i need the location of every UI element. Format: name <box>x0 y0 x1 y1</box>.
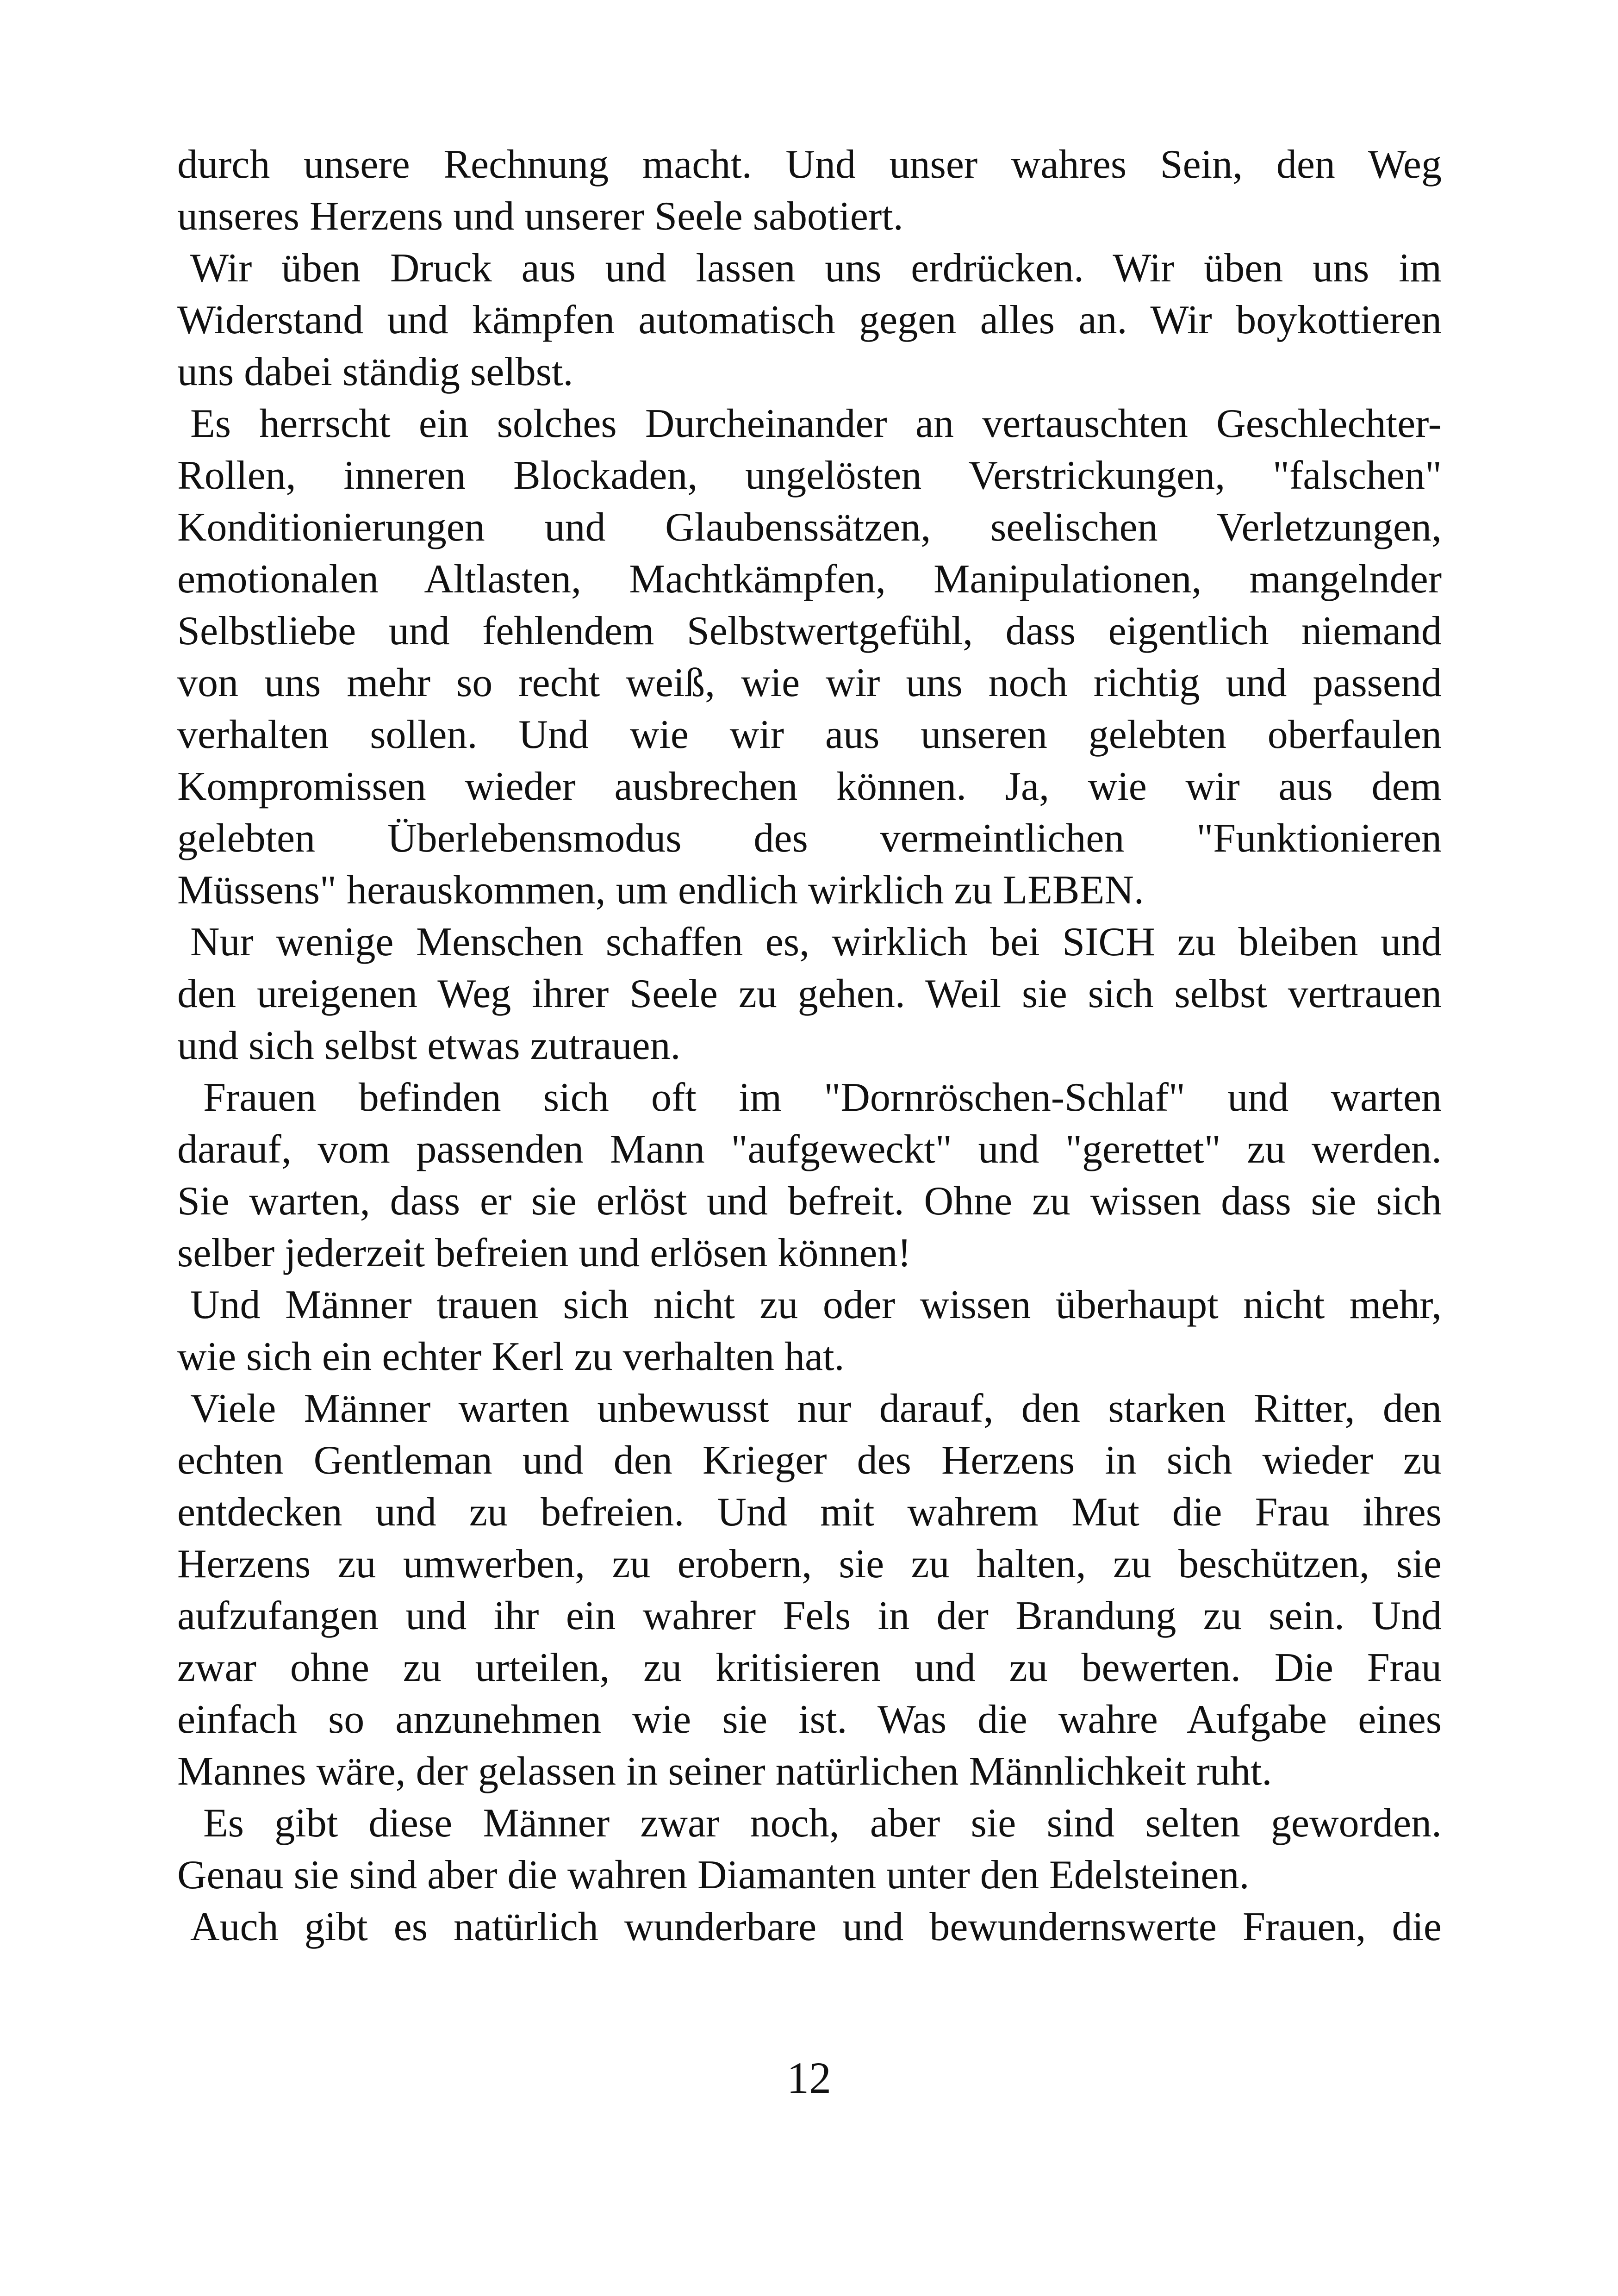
text-line: und sich selbst etwas zutrauen. <box>177 1023 681 1068</box>
paragraph <box>177 1798 1442 1901</box>
text-line: emotionalen Altlasten, Machtkämpfen, Manipulationen, mangelnder <box>177 557 1442 602</box>
text-line: Und Männer trauen sich nicht zu oder wissen überhaupt nicht mehr, <box>190 1282 1442 1327</box>
paragraph <box>177 1383 1442 1798</box>
page-number: 12 <box>787 2053 831 2103</box>
text-line: Wir üben Druck aus und lassen uns erdrücken. Wir üben uns im <box>190 246 1442 291</box>
text-line: Sie warten, dass er sie erlöst und befreit. Ohne zu wissen dass sie sich <box>177 1179 1442 1224</box>
text-line: durch unsere Rechnung macht. Und unser wahres Sein, den Weg <box>177 142 1442 187</box>
text-line: darauf, vom passenden Mann "aufgeweckt" und "gerettet" zu werden. <box>177 1127 1442 1172</box>
text-line: entdecken und zu befreien. Und mit wahrem Mut die Frau ihres <box>177 1490 1442 1535</box>
text-line: Selbstliebe und fehlendem Selbstwertgefühl, dass eigentlich niemand <box>177 609 1442 653</box>
text-line: Kompromissen wieder ausbrechen können. Ja, wie wir aus dem <box>177 764 1442 809</box>
text-line: Herzens zu umwerben, zu erobern, sie zu halten, zu beschützen, sie <box>177 1542 1442 1587</box>
text-line: Es gibt diese Männer zwar noch, aber sie sind selten geworden. <box>203 1801 1442 1846</box>
text-line: echten Gentleman und den Krieger des Herzens in sich wieder zu <box>177 1438 1442 1483</box>
text-line: zwar ohne zu urteilen, zu kritisieren und zu bewerten. Die Frau <box>177 1645 1442 1690</box>
paragraph <box>177 398 1442 916</box>
text-line: einfach so anzunehmen wie sie ist. Was die wahre Aufgabe eines <box>177 1697 1442 1742</box>
text-line: uns dabei ständig selbst. <box>177 349 573 394</box>
paragraph <box>177 139 1442 243</box>
text-line: von uns mehr so recht weiß, wie wir uns noch richtig und passend <box>177 660 1442 705</box>
text-line: Frauen befinden sich oft im "Dornröschen-Schlaf" und warten <box>203 1075 1442 1120</box>
text-line: Konditionierungen und Glaubenssätzen, seelischen Verletzungen, <box>177 505 1442 550</box>
text-line: gelebten Überlebensmodus des vermeintlichen "Funktionieren <box>177 816 1442 861</box>
paragraph <box>177 1279 1442 1383</box>
paragraph <box>177 243 1442 398</box>
text-line: Rollen, inneren Blockaden, ungelösten Verstrickungen, "falschen" <box>177 453 1442 498</box>
text-line: Nur wenige Menschen schaffen es, wirklich bei SICH zu bleiben und <box>190 920 1442 964</box>
text-line: Müssens" herauskommen, um endlich wirklich zu LEBEN. <box>177 868 1144 913</box>
text-line: wie sich ein echter Kerl zu verhalten hat. <box>177 1334 845 1379</box>
text-line: Widerstand und kämpfen automatisch gegen alles an. Wir boykottieren <box>177 298 1442 342</box>
body-text <box>177 139 1442 1953</box>
text-line: verhalten sollen. Und wie wir aus unseren gelebten oberfaulen <box>177 712 1442 757</box>
text-line: Auch gibt es natürlich wunderbare und bewundernswerte Frauen, die <box>190 1904 1442 1949</box>
paragraph <box>177 916 1442 1072</box>
paragraph <box>177 1072 1442 1279</box>
paragraph <box>177 1901 1442 1953</box>
text-line: aufzufangen und ihr ein wahrer Fels in der Brandung zu sein. Und <box>177 1593 1442 1638</box>
text-line: selber jederzeit befreien und erlösen können! <box>177 1231 911 1276</box>
text-line: Genau sie sind aber die wahren Diamanten unter den Edelsteinen. <box>177 1853 1250 1898</box>
text-line: Viele Männer warten unbewusst nur darauf, den starken Ritter, den <box>190 1386 1442 1431</box>
text-line: den ureigenen Weg ihrer Seele zu gehen. Weil sie sich selbst vertrauen <box>177 971 1442 1016</box>
text-line: Es herrscht ein solches Durcheinander an vertauschten Geschlechter- <box>190 401 1442 446</box>
text-line: unseres Herzens und unserer Seele sabotiert. <box>177 194 903 239</box>
text-line: Mannes wäre, der gelassen in seiner natürlichen Männlichkeit ruht. <box>177 1749 1272 1794</box>
